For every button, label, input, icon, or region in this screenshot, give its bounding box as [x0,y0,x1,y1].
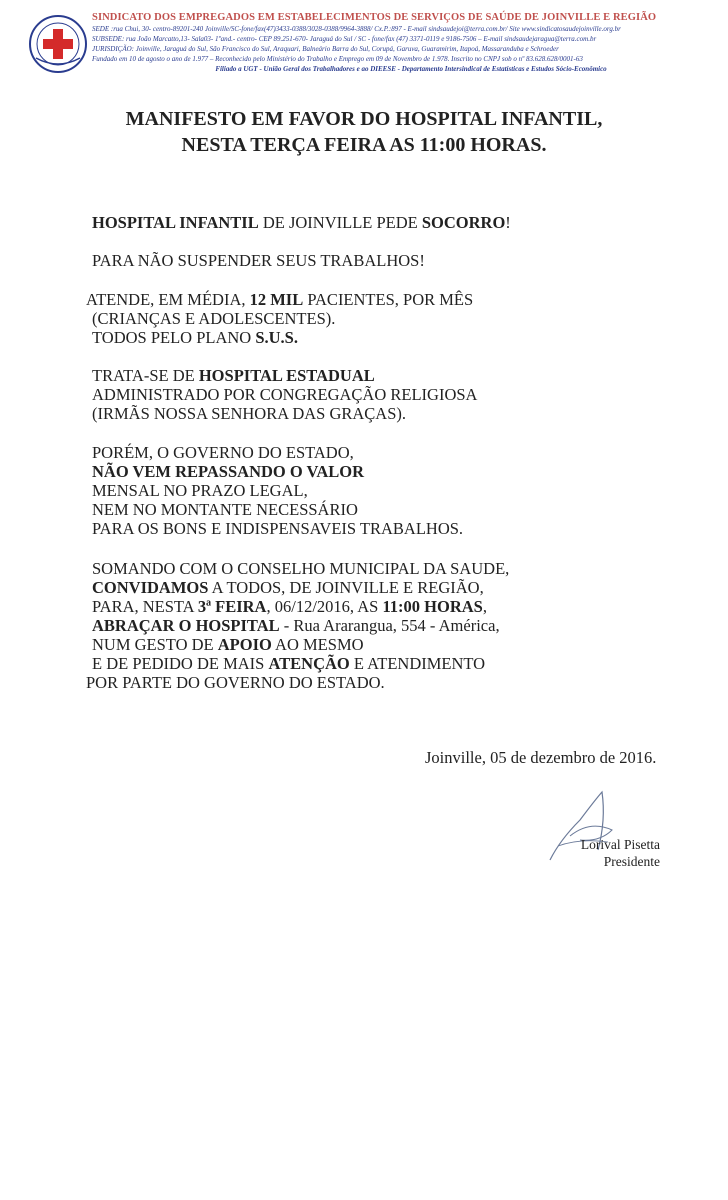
paragraph-suspender: PARA NÃO SUSPENDER SEUS TRABALHOS! [92,251,425,270]
letterhead [28,12,718,92]
p6-line-3: PARA, NESTA 3ª FEIRA, 06/12/2016, AS 11:00 HORAS, [92,597,487,616]
manifesto-title [60,106,668,158]
p6-line-2: CONVIDAMOS A TODOS, DE JOINVILLE E REGIÃO, [92,578,484,597]
p1-text: DE JOINVILLE PEDE [258,213,422,232]
affiliation: Filiado a UGT - União Geral dos Trabalhadores e ao DIEESE - Departamento Intersindical de Estatísticas e Estudos Sócio-Econômico [215,65,607,73]
p1-end: ! [505,213,511,232]
p5-line-3: MENSAL NO PRAZO LEGAL, [92,481,308,500]
title-line-2: NESTA TERÇA FEIRA AS 11:00 HORAS. [181,134,547,156]
p5-line-4: NEM NO MONTANTE NECESSÁRIO [92,500,358,519]
letterhead-text [92,12,720,74]
subsede-address: SUBSEDE: rua João Marcatto,13- Sala03- 1ºand.- centro- CEP 89.251-670- Jaraguá do Sul / SC - fone/fax (47) 3371-0119 e 9186-7506 – E-mail sindsaudejaragua@terra.com.br [92,35,597,43]
p6-line-7: POR PARTE DO GOVERNO DO ESTADO. [86,673,385,692]
p5-line-1: PORÉM, O GOVERNO DO ESTADO, [92,443,354,462]
p4-line-3: (IRMÃS NOSSA SENHORA DAS GRAÇAS). [92,404,407,423]
foundation-info: Fundado em 10 de agosto o ano de 1.977 – Reconhecido pelo Ministério do Trabalho e Emprego em 09 de Novembro de 1.978. Inscrito no CNPJ sob o nº 83.628.628/0001-63 [92,55,583,63]
paragraph-socorro [92,213,511,232]
p5-line-2: NÃO VEM REPASSANDO O VALOR [92,462,364,481]
p6-line-1: SOMANDO COM O CONSELHO MUNICIPAL DA SAUDE, [92,559,510,578]
document-date: Joinville, 05 de dezembro de 2016. [425,748,657,767]
p3-line-3: TODOS PELO PLANO S.U.S. [92,328,298,347]
p6-line-6: E DE PEDIDO DE MAIS ATENÇÃO E ATENDIMENTO [92,654,486,673]
p4-line-1: TRATA-SE DE HOSPITAL ESTADUAL [92,366,375,385]
p6-line-4: ABRAÇAR O HOSPITAL - Rua Ararangua, 554 - América, [92,616,500,635]
jurisdiction: JURISDIÇÃO: Joinville, Jaraguá do Sul, São Francisco do Sul, Araquari, Balneário Barra do Sul, Corupá, Garuva, Guaramirim, Itapoá, Massaranduba e Schroeder [92,45,559,53]
paragraph-atende [86,290,473,347]
union-logo [28,14,88,74]
hospital-name: HOSPITAL INFANTIL [92,213,259,232]
org-name: SINDICATO DOS EMPREGADOS EM ESTABELECIMENTOS DE SERVIÇOS DE SAÚDE DE JOINVILLE E REGIÃO [92,12,657,23]
p6-line-5: NUM GESTO DE APOIO AO MESMO [92,635,364,654]
paragraph-estadual [92,366,477,423]
paragraph-convite [86,559,510,692]
socorro-word: SOCORRO [421,213,506,232]
signatory [576,836,660,870]
p4-line-2: ADMINISTRADO POR CONGREGAÇÃO RELIGIOSA [92,385,478,404]
p3-line-1: ATENDE, EM MÉDIA, 12 MIL PACIENTES, POR MÊS [86,290,474,309]
sede-address: SEDE :rua Chui, 30- centro-89201-240 Joinville/SC-fone/fax(47)3433-0388/3028-0388/9964-3888/ Cx.P.:897 - E-mail sindsaudejoi@terra.com.br/ Site www.sindicatosaudejoinville.org.br [92,25,621,33]
signatory-role: Presidente [603,854,660,869]
p3-line-2: (CRIANÇAS E ADOLESCENTES). [92,309,336,328]
paragraph-governo [92,443,463,538]
signatory-name: Lorival Pisetta [580,837,660,852]
p5-line-5: PARA OS BONS E INDISPENSAVEIS TRABALHOS. [92,519,464,538]
title-line-1: MANIFESTO EM FAVOR DO HOSPITAL INFANTIL, [125,108,603,130]
